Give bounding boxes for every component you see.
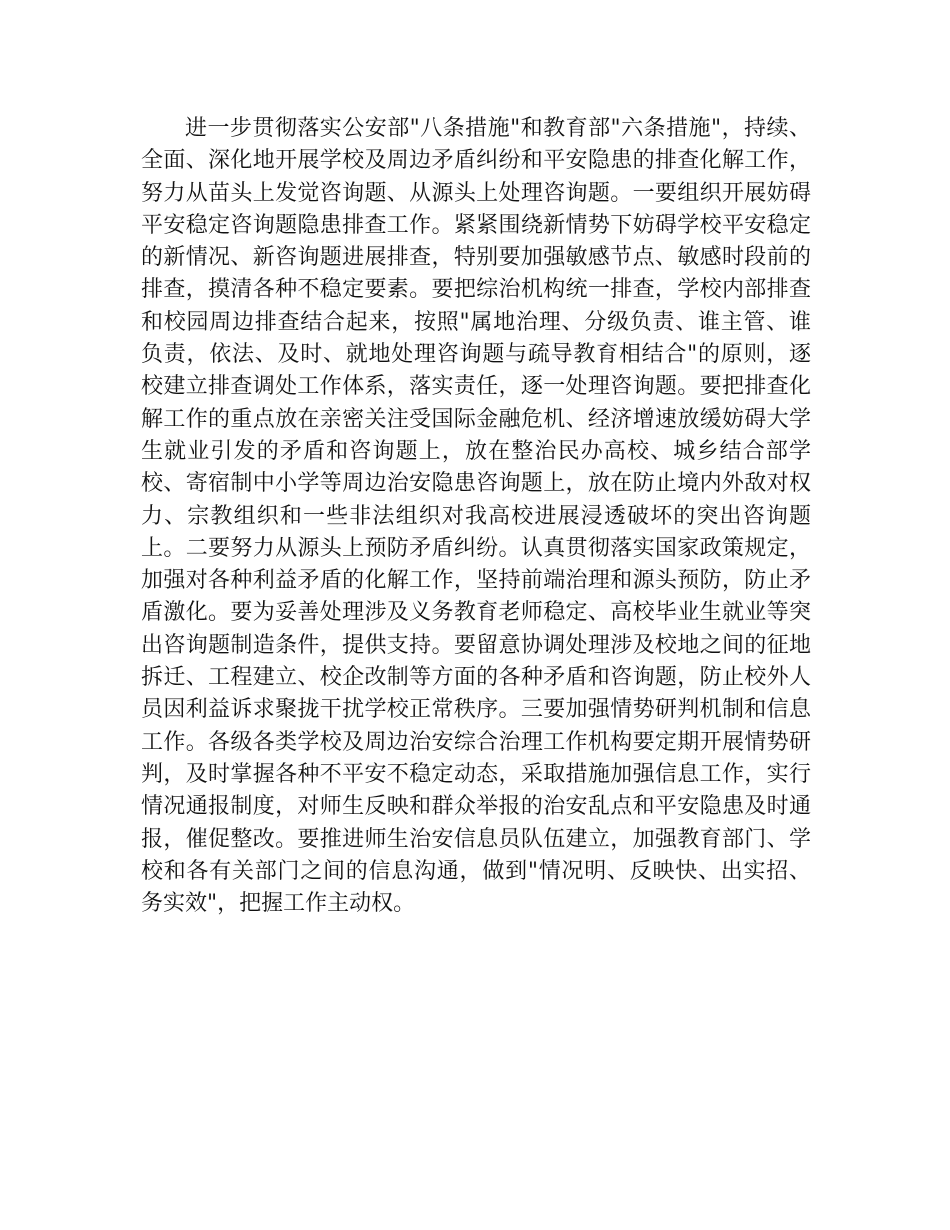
body-paragraph: 进一步贯彻落实公安部"八条措施"和教育部"六条措施"，持续、全面、深化地开展学校及周边矛盾纠纷和平安隐患的排查化解工作，努力从苗头上发觉咨询题、从源头上处理咨询题。一要组织开展妨碍平安稳定咨询题隐患排查工作。紧紧围绕新情势下妨碍学校平安稳定的新情况、新咨询题进展排查，特别要加强敏感节点、敏感时段前的排查，摸清各种不稳定要素。要把综治机构统一排查，学校内部排查和校园周边排查结合起来，按照"属地治理、分级负责、谁主管、谁负责，依法、及时、就地处理咨询题与疏导教育相结合"的原则，逐校建立排查调处工作体系，落实责任，逐一处理咨询题。要把排查化解工作的重点放在亲密关注受国际金融危机、经济增速放缓妨碍大学生就业引发的矛盾和咨询题上，放在整治民办高校、城乡结合部学校、寄宿制中小学等周边治安隐患咨询题上，放在防止境内外敌对权力、宗教组织和一些非法组织对我高校进展浸透破坏的突出咨询题上。二要努力从源头上预防矛盾纠纷。认真贯彻落实国家政策规定，加强对各种利益矛盾的化解工作，坚持前端治理和源头预防，防止矛盾激化。要为妥善处理涉及义务教育老师稳定、高校毕业生就业等突出咨询题制造条件，提供支持。要留意协调处理涉及校地之间的征地拆迁、工程建立、校企改制等方面的各种矛盾和咨询题，防止校外人员因利益诉求聚拢干扰学校正常秩序。三要加强情势研判机制和信息工作。各级各类学校及周边治安综合治理工作机构要定期开展情势研判，及时掌握各种不平安不稳定动态，采取措施加强信息工作，实行情况通报制度，对师生反映和群众举报的治安乱点和平安隐患及时通报，催促整改。要推进师生治安信息员队伍建立，加强教育部门、学校和各有关部门之间的信息沟通，做到"情况明、反映快、出实招、务实效"，把握工作主动权。 — [141, 116, 811, 917]
